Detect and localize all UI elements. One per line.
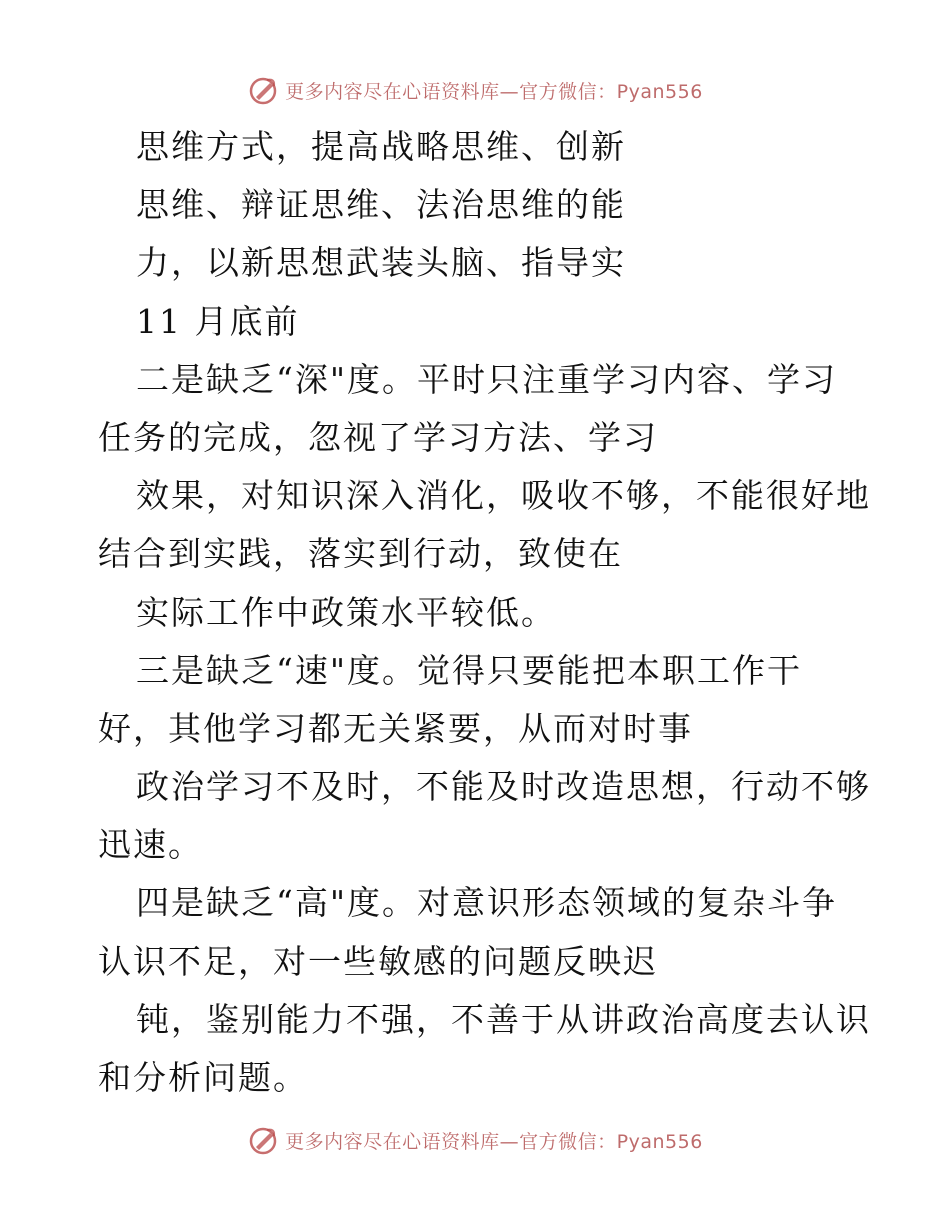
text-line: 三是缺乏“速"度。觉得只要能把本职工作干 — [136, 650, 803, 690]
document-body — [98, 118, 871, 1107]
text-line: 好，其他学习都无关紧要，从而对时事 — [98, 708, 693, 748]
footer-watermark — [0, 1120, 950, 1160]
watermark-text: 更多内容尽在心语资料库—官方微信：Pyan556 — [285, 1130, 703, 1153]
quill-seal-icon — [247, 74, 279, 106]
watermark-text: 更多内容尽在心语资料库—官方微信：Pyan556 — [285, 80, 703, 103]
text-line: 实际工作中政策水平较低。 — [136, 592, 556, 632]
text-line: 力，以新思想武装头脑、指导实 — [136, 243, 626, 283]
text-line: 效果，对知识深入消化，吸收不够，不能很好地 — [136, 476, 871, 516]
text-line: 二是缺乏“深"度。平时只注重学习内容、学习 — [136, 359, 838, 399]
text-line: 思维、辩证思维、法治思维的能 — [136, 185, 626, 225]
text-line: 迅速。 — [98, 825, 203, 865]
text-line: 和分析问题。 — [98, 1058, 308, 1097]
quill-seal-icon — [247, 1124, 279, 1156]
text-line: 四是缺乏“高"度。对意识形态领域的复杂斗争 — [136, 883, 838, 923]
header-watermark — [0, 70, 950, 110]
text-line: 结合到实践，落实到行动，致使在 — [98, 534, 623, 574]
text-line: 11 月底前 — [136, 301, 300, 341]
text-line: 政治学习不及时，不能及时改造思想，行动不够 — [136, 767, 871, 807]
text-line: 认识不足，对一些敏感的问题反映迟 — [98, 941, 658, 981]
text-line: 思维方式，提高战略思维、创新 — [136, 127, 626, 166]
text-line: 任务的完成，忽视了学习方法、学习 — [98, 417, 658, 457]
text-line: 钝，鉴别能力不强，不善于从讲政治高度去认识 — [136, 999, 871, 1039]
